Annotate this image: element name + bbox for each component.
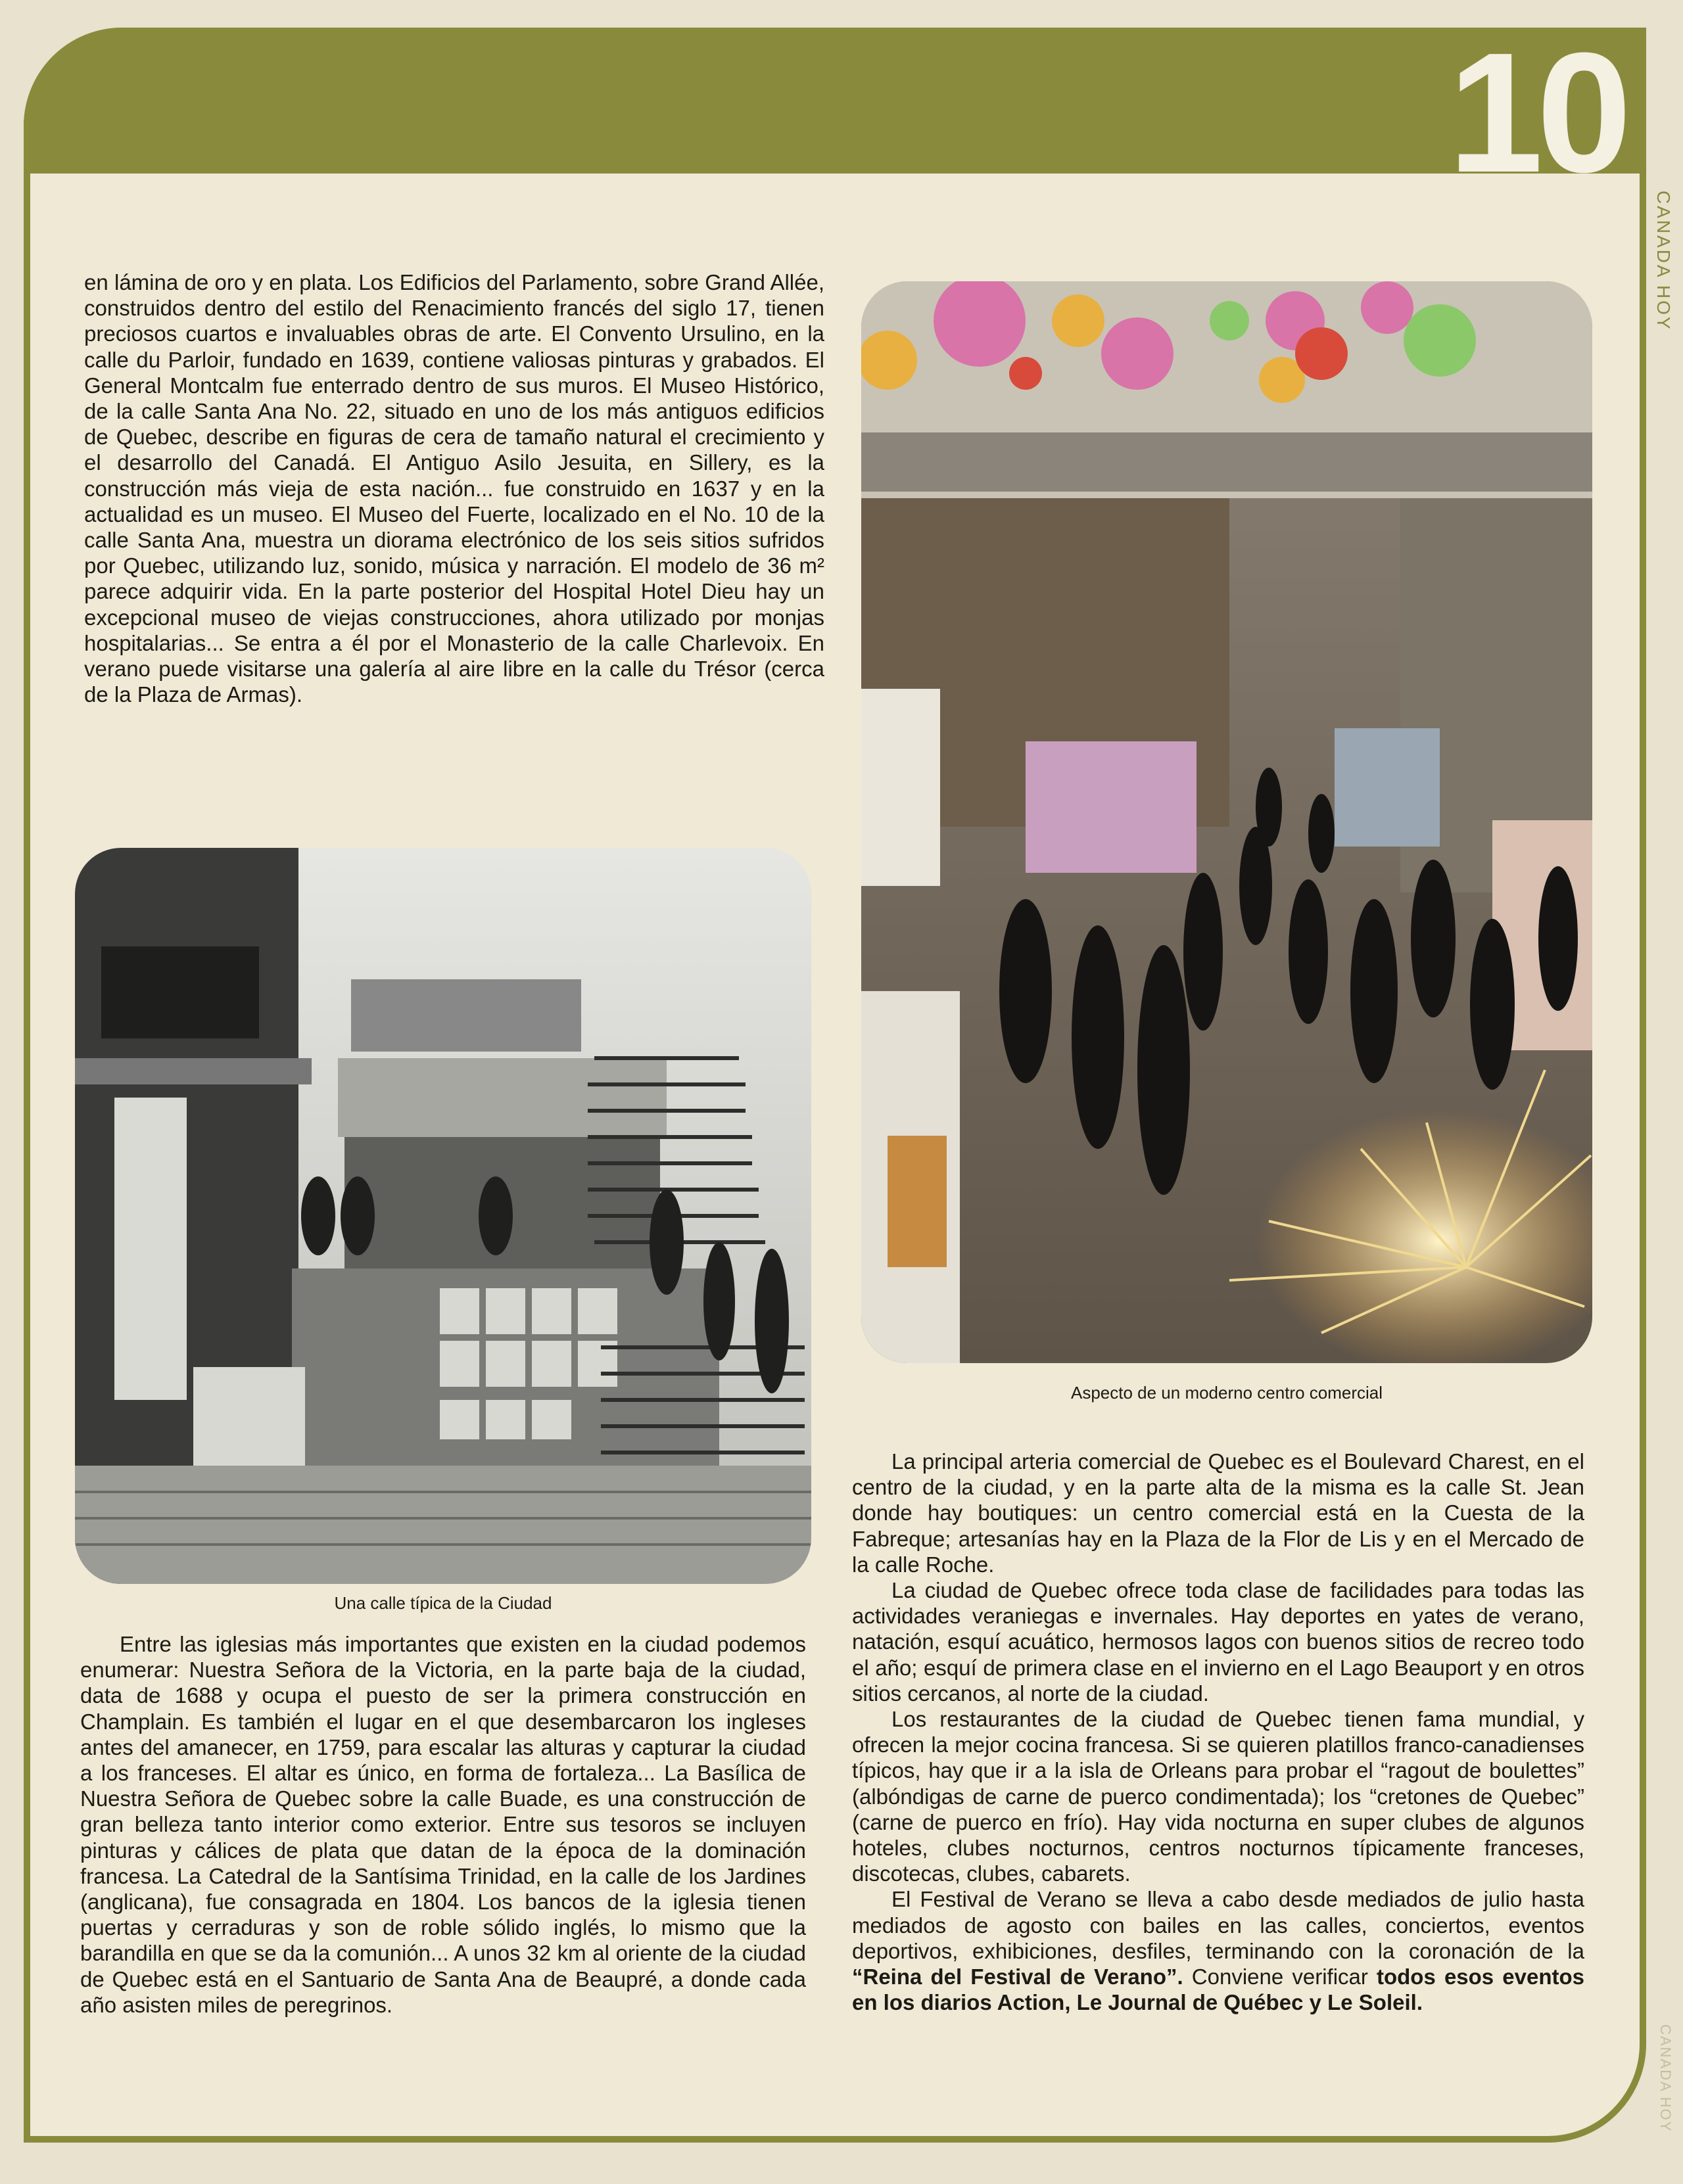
header-band: [24, 28, 1646, 174]
right-paragraph-1: La principal arteria comercial de Quebec es el Boulevard Charest, en el centro de la ciudad, y en la parte alta de la misma es la calle St. Jean donde hay boutiques: un centro comercial está en la Cuesta de la Fabreque; artesanías hay en la Plaza de la Flor de Lis y en el Mercado de la calle Roche.: [852, 1449, 1584, 1577]
left-bottom-text: [80, 1631, 806, 2018]
right-column-text: [852, 1449, 1584, 2015]
festival-newspapers-text: todos esos eventos en los diarios Action, Le Journal de Québec y Le Soleil.: [852, 1964, 1584, 2015]
left-top-text: [84, 269, 824, 707]
festival-text: El Festival de Verano se lleva a cabo desde mediados de julio hasta mediados de agosto con bailes en las calles, conciertos, eventos deportivos, exhibiciones, desfiles, terminando con la coronación de la: [852, 1887, 1584, 1963]
right-paragraph-4: [852, 1886, 1584, 2015]
right-photo-caption: Aspecto de un moderno centro comercial: [1070, 1383, 1383, 1403]
page-number: 10: [1448, 18, 1625, 208]
side-label: CANADA HOY: [1653, 191, 1674, 331]
street-photo: [75, 848, 811, 1584]
festival-verify-text: Conviene verificar: [1183, 1964, 1377, 1989]
festival-queen-text: “Reina del Festival de Verano”.: [852, 1964, 1183, 1989]
side-label-bottom: CANADA HOY: [1657, 2024, 1674, 2133]
left-top-paragraph: en lámina de oro y en plata. Los Edificios del Parlamento, sobre Grand Allée, construidos dentro del estilo del Renacimiento francés del siglo 17, tienen preciosos cuartos e invaluables obras de arte. El Convento Ursulino, en la calle du Parloir, fundado en 1639, contiene valiosas pinturas y grabados. El General Montcalm fue enterrado dentro de sus muros. El Museo Histórico, de la calle Santa Ana No. 22, situado en uno de los más antiguos edificios de Quebec, describe en figuras de cera de tamaño natural el crecimiento y el desarrollo del Canadá. El Antiguo Asilo Jesuita, en Sillery, es la construcción más vieja de esta nación... fue construido en 1637 y en la actualidad es un museo. El Museo del Fuerte, localizado en el No. 10 de la calle Santa Ana, muestra un diorama electrónico de los seis sitios sufridos por Quebec, utilizando luz, sonido, música y narración. El modelo de 36 m² parece adquirir vida. En la parte posterior del Hospital Hotel Dieu hay un excepcional museo de viejas construcciones, ahora utilizado por monjas hospitalarias... Se entra a él por el Monasterio de la calle Charlevoix. En verano puede visitarse una galería al aire libre en la calle du Trésor (cerca de la Plaza de Armas).: [84, 270, 824, 707]
left-bottom-paragraph: Entre las iglesias más importantes que existen en la ciudad podemos enumerar: Nuestra Señora de la Victoria, en la parte baja de la ciudad, data de 1688 y ocupa el puesto de ser la primera construcción en Champlain. Es también el lugar en el que desembarcaron los ingleses antes del amanecer, en 1759, para escalar las alturas y capturar la ciudad a los franceses. El altar es único, en forma de fortaleza... La Basílica de Nuestra Señora de Quebec sobre la calle Buade, es una construcción de gran belleza tanto interior como exterior. Entre sus tesoros se incluyen pinturas y cálices de plata que datan de la época de la dominación francesa. La Catedral de la Santísima Trinidad, en la calle de los Jardines (anglicana), fue consagrada en 1804. Los bancos de la iglesia tienen puertas y cerraduras y son de roble sólido inglés, lo mismo que la barandilla en que se da la comunión... A unos 32 km al oriente de la ciudad de Quebec está en el Santuario de Santa Ana de Beaupré, a donde cada año asisten miles de peregrinos.: [80, 1632, 806, 2017]
right-paragraph-3: Los restaurantes de la ciudad de Quebec tienen fama mundial, y ofrecen la mejor cocina francesa. Si se quieren platillos franco-canadienses típicos, hay que ir a la isla de Orleans para probar el “ragout de boulettes” (albóndigas de carne de puerco condimentada); los “cretones de Quebec” (carne de puerco en frío). Hay vida nocturna en super clubes de algunos hoteles, clubes nocturnos, centros nocturnos típicamente franceses, discotecas, clubes, cabarets.: [852, 1707, 1584, 1886]
mall-photo: [861, 281, 1592, 1363]
right-paragraph-2: La ciudad de Quebec ofrece toda clase de facilidades para todas las actividades veraniegas e invernales. Hay deportes en yates de verano, natación, esquí acuático, hermosos lagos con buenos sitios de recreo todo el año; esquí de primera clase en el invierno en el Lago Beauport y en otros sitios cercanos, al norte de la ciudad.: [852, 1578, 1584, 1706]
left-photo-caption: Una calle típica de la Ciudad: [334, 1593, 552, 1613]
